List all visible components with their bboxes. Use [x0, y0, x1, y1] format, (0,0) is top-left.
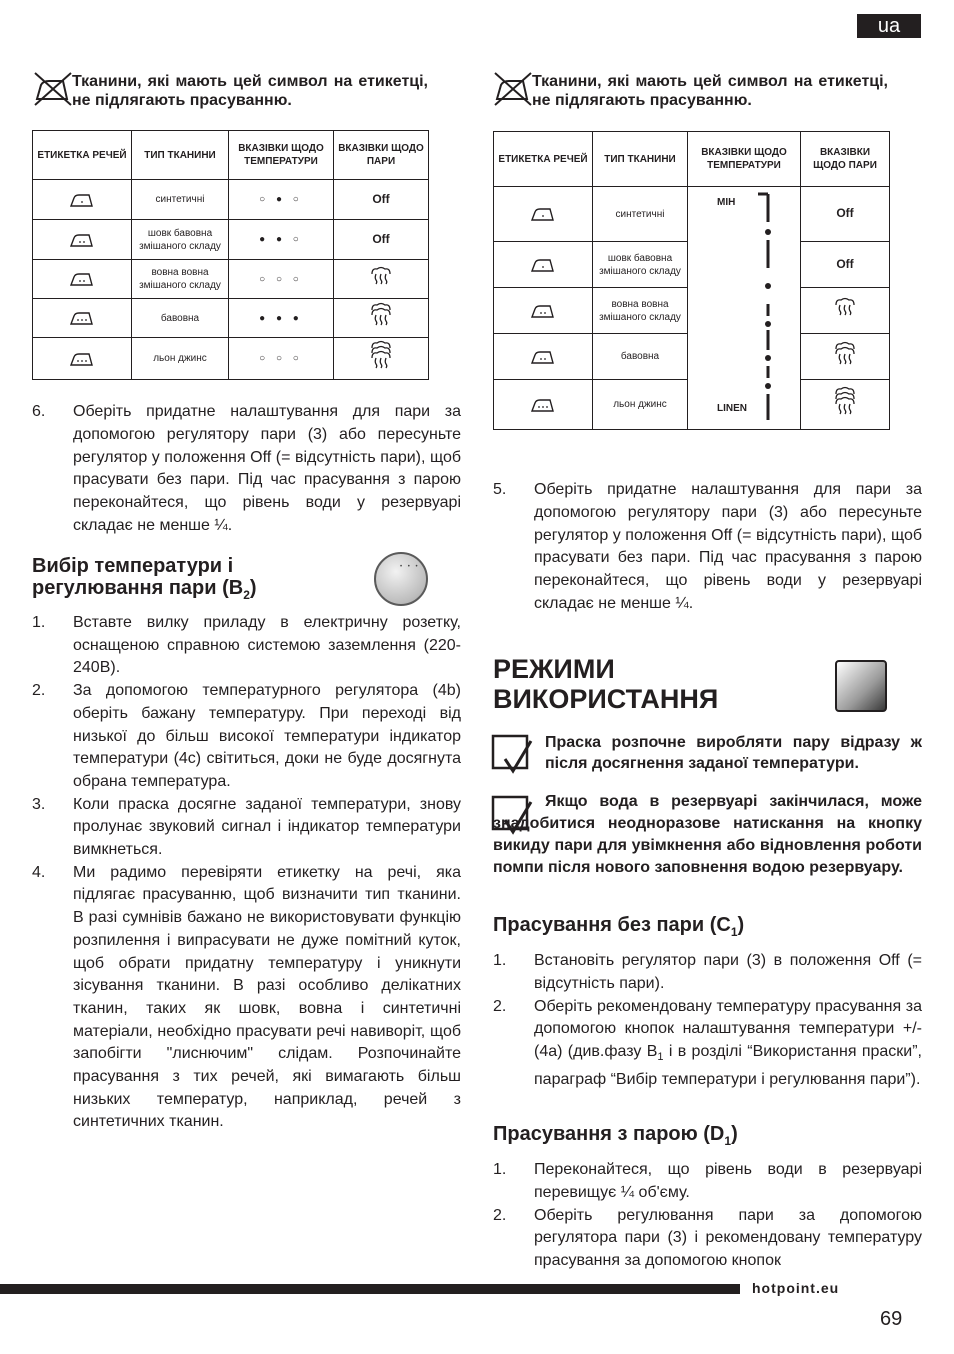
item-number: 2.: [32, 682, 46, 700]
fabric-cell: шовк бавовна змішаного складу: [593, 242, 688, 288]
steam-off-label: Off: [836, 256, 854, 271]
header-temperature: ВКАЗІВКИ ЩОДО ТЕМПЕРАТУРИ: [688, 132, 801, 187]
steam-3-icon: [369, 340, 393, 373]
section-b-list: [32, 612, 461, 1134]
steam-2-icon: [833, 341, 857, 369]
fabric-cell: вовна вовна змішаного складу: [593, 288, 688, 334]
section-b-subscript: 2: [243, 588, 250, 602]
label-cell: [33, 299, 132, 338]
steam-cell: [801, 334, 890, 380]
table-row: [33, 338, 429, 380]
footer-bar: [0, 1284, 740, 1294]
iron-1-dot-icon: [69, 192, 95, 208]
steam-cell: [801, 288, 890, 334]
no-iron-icon: [493, 69, 533, 107]
section-d-title: [493, 1123, 738, 1152]
fabric-table-right: [493, 131, 890, 430]
list-item: [493, 1205, 922, 1273]
label-cell: [494, 242, 593, 288]
fabric-cell: синтетичні: [132, 180, 229, 220]
steam-cell: [334, 260, 429, 299]
label-cell: [494, 380, 593, 430]
temperature-dial-icon: • • •: [374, 552, 428, 606]
temperature-dots: ○ ○ ○: [229, 260, 334, 299]
left-list-continued: [32, 401, 461, 538]
steam-cell: [334, 220, 429, 260]
table-row: [33, 260, 429, 299]
header-fabric: ТИП ТКАНИНИ: [132, 131, 229, 180]
section-b-title-end: ): [249, 577, 257, 599]
label-cell: [33, 180, 132, 220]
note-empty-tank: Якщо вода в резервуарі закінчилася, може знадобитися неодноразове натискання на кнопку викиду пари для увімкнення або відновлення роботи помпи після нового заповнення водою резервуару.: [493, 793, 922, 876]
scale-min-label: МІН: [717, 197, 736, 208]
steam-cell: [801, 380, 890, 430]
section-d-title-end: ): [731, 1123, 738, 1145]
iron-3-dot-icon: [69, 351, 95, 367]
fabric-cell: льон джинс: [593, 380, 688, 430]
fabric-cell: шовк бавовна змішаного складу: [132, 220, 229, 260]
table-row: [33, 220, 429, 260]
fabric-cell: бавовна: [593, 334, 688, 380]
section-b-title-text: Вибір температури і регулювання пари (B: [32, 555, 244, 599]
brand-url: hotpoint.eu: [752, 1280, 840, 1296]
steam-cell: [334, 338, 429, 380]
item-text: Коли праска досягне заданої температури, знову пролунає звуковий сигнал і індикатор температури вимкнеться.: [73, 795, 461, 859]
list-item: [493, 996, 922, 1092]
label-cell: [33, 220, 132, 260]
section-c-subscript: 1: [730, 925, 738, 939]
header-steam: ВКАЗІВКИ ЩОДО ПАРИ: [334, 131, 429, 180]
table-row: [33, 299, 429, 338]
iron-2-dot-icon: [69, 232, 95, 248]
item-number: 1.: [493, 952, 507, 969]
item-subscript: 1: [657, 1051, 664, 1064]
fabric-cell: льон джинс: [132, 338, 229, 380]
header-fabric: ТИП ТКАНИНИ: [593, 132, 688, 187]
item-number: 3.: [32, 795, 46, 813]
header-label: ЕТИКЕТКА РЕЧЕЙ: [33, 131, 132, 180]
section-c-title-end: ): [737, 914, 745, 936]
section-d-title-text: Прасування з парою (D: [493, 1123, 725, 1145]
item-text: Встановіть регулятор пари (3) в положення Off (= відсутність пари).: [534, 952, 922, 992]
section-d-list: [493, 1159, 922, 1273]
item-number: 4.: [32, 863, 46, 881]
item-text-end: і в розділі “Використання праски”, параграф “Вибір температури і регулювання пари”).: [534, 1043, 922, 1089]
item-text: Ми радимо перевіряти етикетку на речі, яка підлягає прасуванню, щоб визначити тип тканини. В разі сумнівів бажано не використовувати функцію розпилення і випрасувати не дуже помітний куток, щоб обрати придатну температуру і уникнути зісування тканини. В разі особливо делікатних тканин, таких як шовк, вовна і синтетичні матеріали, необхідно прасувати речі навиворіт, щоб запобігти "лиснючим" слідам. Розпочинайте прасування з тих речей, які вимагають більш низьких температур, наприклад, речей з синтетичних тканин.: [73, 863, 461, 1131]
label-cell: [494, 187, 593, 242]
steam-off-label: Off: [372, 231, 390, 246]
item-text: Оберіть придатне налаштування для пари за допомогою регулятору пари (3) або пересуньте регулятор у положення Off (= відсутність пари), щоб прасувати без пари. Під час прасування з парою переконайтеся, що рівень води у резервуарі складає не менше ¼.: [73, 403, 461, 534]
iron-2-dot-icon: [69, 271, 95, 287]
item-text: Оберіть регулювання пари за допомогою регулятора пари (3) і рекомендовану температуру прасування за допомогою кнопок: [534, 1206, 922, 1270]
fabric-cell: синтетичні: [593, 187, 688, 242]
modes-title: [493, 654, 718, 714]
section-c-title: [493, 914, 744, 943]
label-cell: [33, 338, 132, 380]
item-number: 5.: [493, 481, 507, 498]
steam-3-icon: [833, 386, 857, 419]
list-item: [32, 401, 461, 538]
list-item: [493, 950, 922, 996]
temperature-scale: [688, 187, 801, 430]
list-item: [493, 479, 922, 616]
table-row: [33, 180, 429, 220]
item-text: Оберіть придатне налаштування для пари за допомогою регулятору пари (3) або пересуньте регулятор у положення Off (= відсутність пари), щоб прасувати без пари. Під час прасування з парою переконайтеся, що рівень води у резервуарі складає не менше ¼.: [534, 481, 922, 612]
no-iron-notice-text: Тканини, які мають цей символ на етикетці, не підлягають прасуванню.: [72, 73, 428, 109]
iron-3-dot-icon: [530, 397, 556, 413]
modes-square-icon: [835, 660, 887, 712]
modes-title-line-1: РЕЖИМИ: [493, 654, 615, 684]
steam-off-label: Off: [372, 191, 390, 206]
section-b-title: [32, 555, 362, 606]
no-iron-notice-text: Тканини, які мають цей символ на етикетці, не підлягають прасуванню.: [532, 73, 888, 109]
item-number: 1.: [32, 614, 46, 631]
fabric-cell: вовна вовна змішаного складу: [132, 260, 229, 299]
steam-cell: [334, 299, 429, 338]
section-d-subscript: 1: [724, 1134, 732, 1148]
steam-cell: [801, 242, 890, 288]
temperature-dots: ○ ● ○: [229, 180, 334, 220]
iron-1-dot-icon: [530, 257, 556, 273]
iron-2-dot-icon: [530, 303, 556, 319]
label-cell: [494, 288, 593, 334]
iron-2-dot-icon: [530, 349, 556, 365]
no-iron-icon: [33, 69, 73, 107]
page-number: 69: [880, 1308, 903, 1330]
header-label: ЕТИКЕТКА РЕЧЕЙ: [494, 132, 593, 187]
list-item: [493, 1159, 922, 1205]
header-steam: ВКАЗІВКИ ЩОДО ПАРИ: [801, 132, 890, 187]
item-text: Оберіть рекомендовану температуру прасування за допомогою кнопок налаштування температури +/- (4a) (див.фазу B: [534, 997, 922, 1061]
item-number: 6.: [32, 403, 46, 420]
iron-3-dot-icon: [69, 310, 95, 326]
scale-max-label: LINEN: [717, 403, 747, 414]
steam-1-icon: [369, 266, 393, 289]
temperature-dots: ● ● ●: [229, 299, 334, 338]
steam-1-icon: [833, 297, 857, 320]
item-number: 2.: [493, 1206, 507, 1224]
list-item: [32, 794, 461, 862]
table-row: [494, 187, 890, 242]
list-item: [32, 862, 461, 1134]
note-steam-start: Праска розпочне виробляти пару відразу ж після досягнення заданої температури.: [545, 734, 922, 772]
temperature-dots: ○ ○ ○: [229, 338, 334, 380]
section-c-list: [493, 950, 922, 1092]
temperature-scale-bar: [758, 192, 778, 422]
steam-off-label: Off: [836, 206, 854, 220]
steam-2-icon: [369, 302, 393, 330]
item-number: 2.: [493, 997, 507, 1015]
right-list-continued: [493, 479, 922, 616]
iron-1-dot-icon: [530, 206, 556, 222]
language-badge: ua: [857, 14, 921, 38]
label-cell: [494, 334, 593, 380]
header-temperature: ВКАЗІВКИ ЩОДО ТЕМПЕРАТУРИ: [229, 131, 334, 180]
item-text: Вставте вилку приладу в електричну розетку, оснащеною справною системою заземлення (220-240В).: [73, 614, 461, 677]
fabric-cell: бавовна: [132, 299, 229, 338]
temperature-dots: ● ● ○: [229, 220, 334, 260]
fabric-table-left: [32, 130, 429, 380]
list-item: [32, 612, 461, 680]
modes-title-line-2: ВИКОРИСТАННЯ: [493, 684, 719, 714]
steam-cell: [801, 187, 890, 242]
check-note-icon: [491, 733, 533, 775]
steam-cell: [334, 180, 429, 220]
section-c-title-text: Прасування без пари (C: [493, 914, 731, 936]
list-item: [32, 680, 461, 794]
item-text: За допомогою температурного регулятора (4b) оберіть бажану температуру. При переході від низької до більш високої температури індикатор температури (4c) світиться, доки не буде досягнута обрана температура.: [73, 682, 461, 790]
item-text: Переконайтеся, що рівень води в резервуарі перевищує ¼ об'єму.: [534, 1161, 922, 1201]
label-cell: [33, 260, 132, 299]
item-number: 1.: [493, 1161, 507, 1178]
